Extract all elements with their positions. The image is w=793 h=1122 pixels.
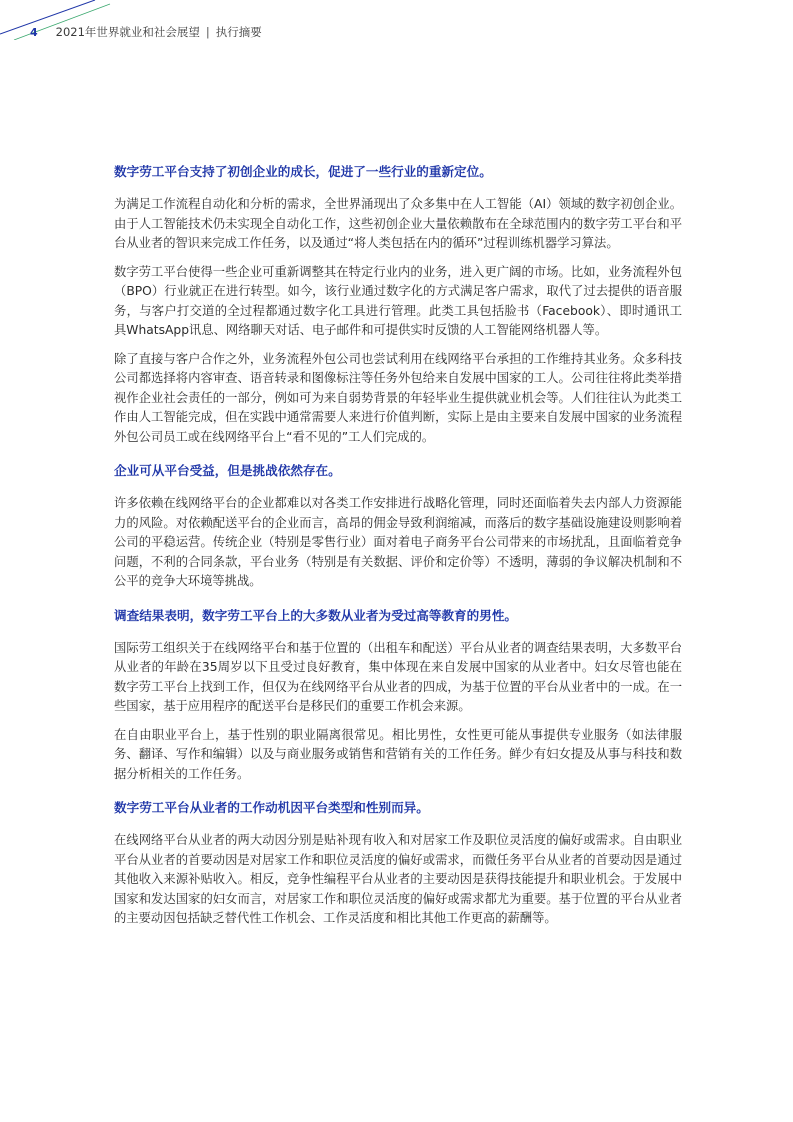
header-separator: | — [205, 25, 210, 39]
section-name: 执行摘要 — [215, 25, 262, 39]
section-survey-results — [114, 606, 682, 785]
paragraph: 在线网络平台从业者的两大动因分别是贴补现有收入和对居家工作及职位灵活度的偏好或需求。自由职业平台从业者的首要动因是对居家工作和职位灵活度的偏好或需求，而微任务平台从业者的首要动因是通过其他收入来源补贴收入。相反，竞争性编程平台从业者的主要动因是获得技能提升和职业机会。于发展中国家和发达国家的妇女而言，对居家工作和职位灵活度的偏好或需求都尤为重要。基于位置的平台从业者的主要动因包括缺乏替代性工作机会、工作灵活度和相比其他工作更高的薪酬等。 — [114, 833, 682, 925]
section-heading: 数字劳工平台从业者的工作动机因平台类型和性别而异。 — [114, 800, 429, 815]
paragraph: 除了直接与客户合作之外，业务流程外包公司也尝试利用在线网络平台承担的工作维持其业务。众多科技公司都选择将内容审查、语音转录和图像标注等任务外包给来自发展中国家的工人。公司往往将此类举措视作企业社会责任的一部分，例如可为来自弱势背景的年轻毕业生提供就业机会等。人们往往认为此类工作由人工智能完成，但在实践中通常需要人来进行价值判断，实际上是由主要来自发展中国家的业务流程外包公司员工或在线网络平台上“看不见的”工人们完成的。 — [114, 351, 682, 444]
paragraph: 在自由职业平台上，基于性别的职业隔离很常见。相比男性，女性更可能从事提供专业服务（如法律服务、翻译、写作和编辑）以及与商业服务或销售和营销有关的工作任务。鲜少有妇女提及从事与科技和数据分析相关的工作任务。 — [114, 727, 682, 781]
page-header — [30, 24, 262, 40]
report-title: 2021年世界就业和社会展望 — [55, 25, 200, 39]
section-enterprise-challenges — [114, 461, 682, 592]
section-startups — [114, 162, 682, 447]
paragraph: 许多依赖在线网络平台的企业都难以对各类工作安排进行战略化管理，同时还面临着失去内部人力资源能力的风险。对依赖配送平台的企业而言，高昂的佣金导致利润缩减，而落后的数字基础设施建设则影响着公司的平稳运营。传统企业（特别是零售行业）面对着电子商务平台公司带来的市场扰乱，且面临着竞争问题，不利的合同条款，平台业务（特别是有关数据、评价和定价等）不透明，薄弱的争议解决机制和不公平的竞争大环境等挑战。 — [114, 496, 682, 588]
paragraph: 为满足工作流程自动化和分析的需求，全世界涌现出了众多集中在人工智能（AI）领域的数字初创企业。由于人工智能技术仍未实现全自动化工作，这些初创企业大量依赖散布在全球范围内的数字劳工平台和平台从业者的智识来完成工作任务，以及通过“将人类包括在内的循环”过程训练机器学习算法。 — [114, 197, 682, 250]
section-heading: 数字劳工平台支持了初创企业的成长，促进了一些行业的重新定位。 — [114, 164, 492, 179]
page-number: 4 — [30, 25, 38, 39]
paragraph: 数字劳工平台使得一些企业可重新调整其在特定行业内的业务，进入更广阔的市场。比如，业务流程外包（BPO）行业就正在进行转型。如今，该行业通过数字化的方式满足客户需求，取代了过去提供的语音服务，与客户打交道的全过程都通过数字化工具进行管理。此类工具包括脸书（Facebook）、即时通讯工具WhatsApp讯息、网络聊天对话、电子邮件和可提供实时反馈的人工智能网络机器人等。 — [114, 264, 682, 337]
section-heading: 企业可从平台受益，但是挑战依然存在。 — [114, 463, 341, 478]
main-content — [114, 162, 682, 943]
paragraph: 国际劳工组织关于在线网络平台和基于位置的（出租车和配送）平台从业者的调查结果表明，大多数平台从业者的年龄在35周岁以下且受过良好教育，集中体现在来自发展中国家的从业者中。妇女尽管也能在数字劳工平台上找到工作，但仅为在线网络平台从业者的四成，为基于位置的平台从业者中的一成。在一些国家，基于应用程序的配送平台是移民们的重要工作机会来源。 — [114, 640, 682, 713]
section-motivations — [114, 798, 682, 929]
section-heading: 调查结果表明，数字劳工平台上的大多数从业者为受过高等教育的男性。 — [114, 607, 517, 623]
